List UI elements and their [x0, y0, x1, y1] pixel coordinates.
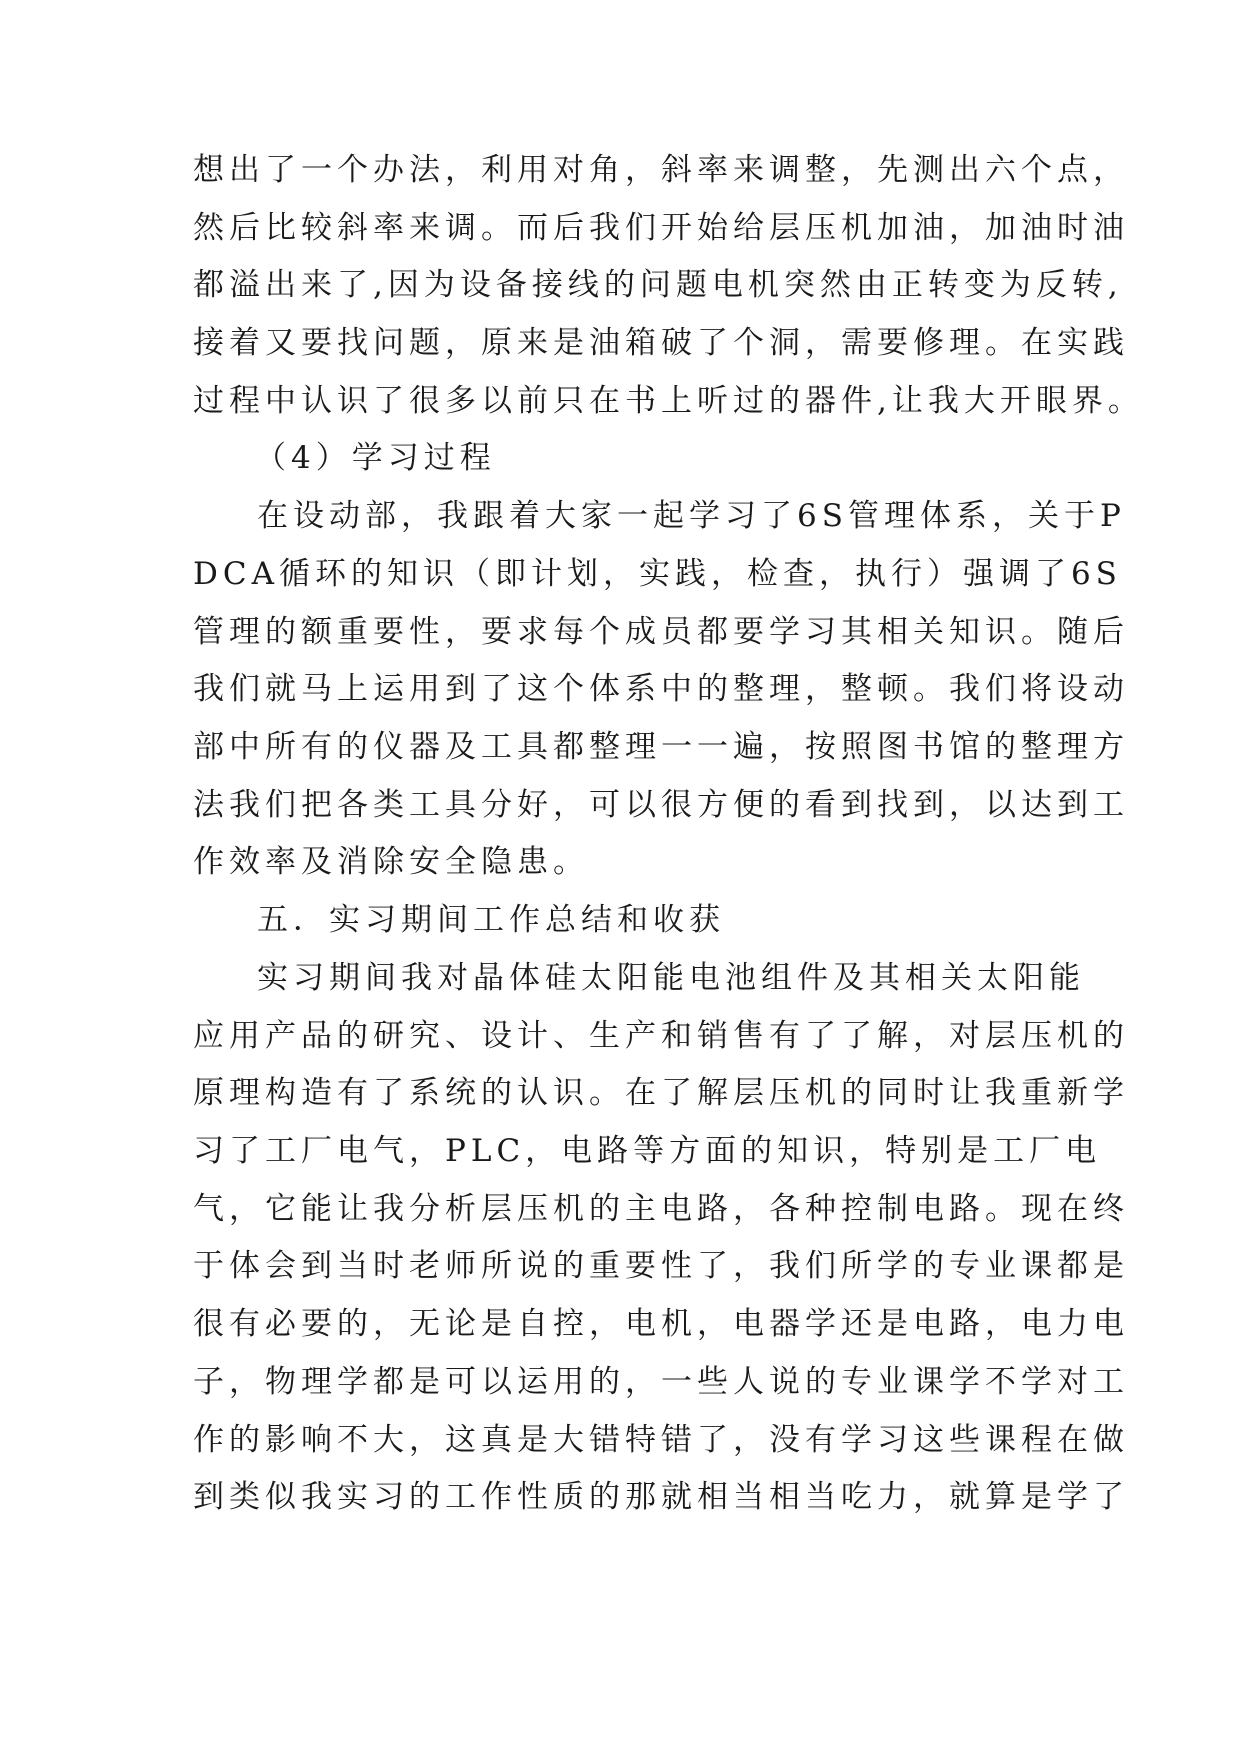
section-heading: （4）学习过程 [255, 440, 496, 476]
text-line: 于体会到当时老师所说的重要性了，我们所学的专业课都是 [193, 1248, 1129, 1284]
text-line: 原理构造有了系统的认识。在了解层压机的同时让我重新学 [193, 1075, 1129, 1111]
text-line: 过程中认识了很多以前只在书上听过的器件,让我大开眼界。 [193, 383, 1144, 419]
text-line: 法我们把各类工具分好，可以很方便的看到找到，以达到工 [193, 787, 1129, 823]
text-line: 然后比较斜率来调。而后我们开始给层压机加油，加油时油 [193, 210, 1129, 246]
text-line: 气，它能让我分析层压机的主电路，各种控制电路。现在终 [193, 1191, 1129, 1227]
text-line: 子，物理学都是可以运用的，一些人说的专业课学不学对工 [193, 1364, 1129, 1400]
text-line: 应用产品的研究、设计、生产和销售有了了解，对层压机的 [193, 1018, 1129, 1054]
text-line: 想出了一个办法，利用对角，斜率来调整，先测出六个点， [193, 152, 1129, 188]
text-line: 都溢出来了,因为设备接线的问题电机突然由正转变为反转, [193, 267, 1123, 303]
text-line: 部中所有的仪器及工具都整理一一遍，按照图书馆的整理方 [193, 729, 1129, 765]
text-line: 管理的额重要性，要求每个成员都要学习其相关知识。随后 [193, 614, 1129, 650]
text-line: 习了工厂电气，PLC，电路等方面的知识，特别是工厂电 [193, 1133, 1102, 1169]
text-line: 我们就马上运用到了这个体系中的整理，整顿。我们将设动 [193, 671, 1129, 707]
text-line: 作的影响不大，这真是大错特错了，没有学习这些课程在做 [193, 1422, 1129, 1458]
section-heading: 五．实习期间工作总结和收获 [257, 902, 725, 938]
text-line: 在设动部，我跟着大家一起学习了6S管理体系，关于P [257, 498, 1126, 534]
text-line: 很有必要的，无论是自控，电机，电器学还是电路，电力电 [193, 1306, 1129, 1342]
text-line: DCA循环的知识（即计划，实践，检查，执行）强调了6S [193, 556, 1122, 592]
text-line: 作效率及消除安全隐患。 [193, 844, 589, 880]
text-line: 实习期间我对晶体硅太阳能电池组件及其相关太阳能 [257, 960, 1085, 996]
text-line: 到类似我实习的工作性质的那就相当相当吃力，就算是学了 [193, 1479, 1129, 1515]
text-line: 接着又要找问题，原来是油箱破了个洞，需要修理。在实践 [193, 325, 1129, 361]
